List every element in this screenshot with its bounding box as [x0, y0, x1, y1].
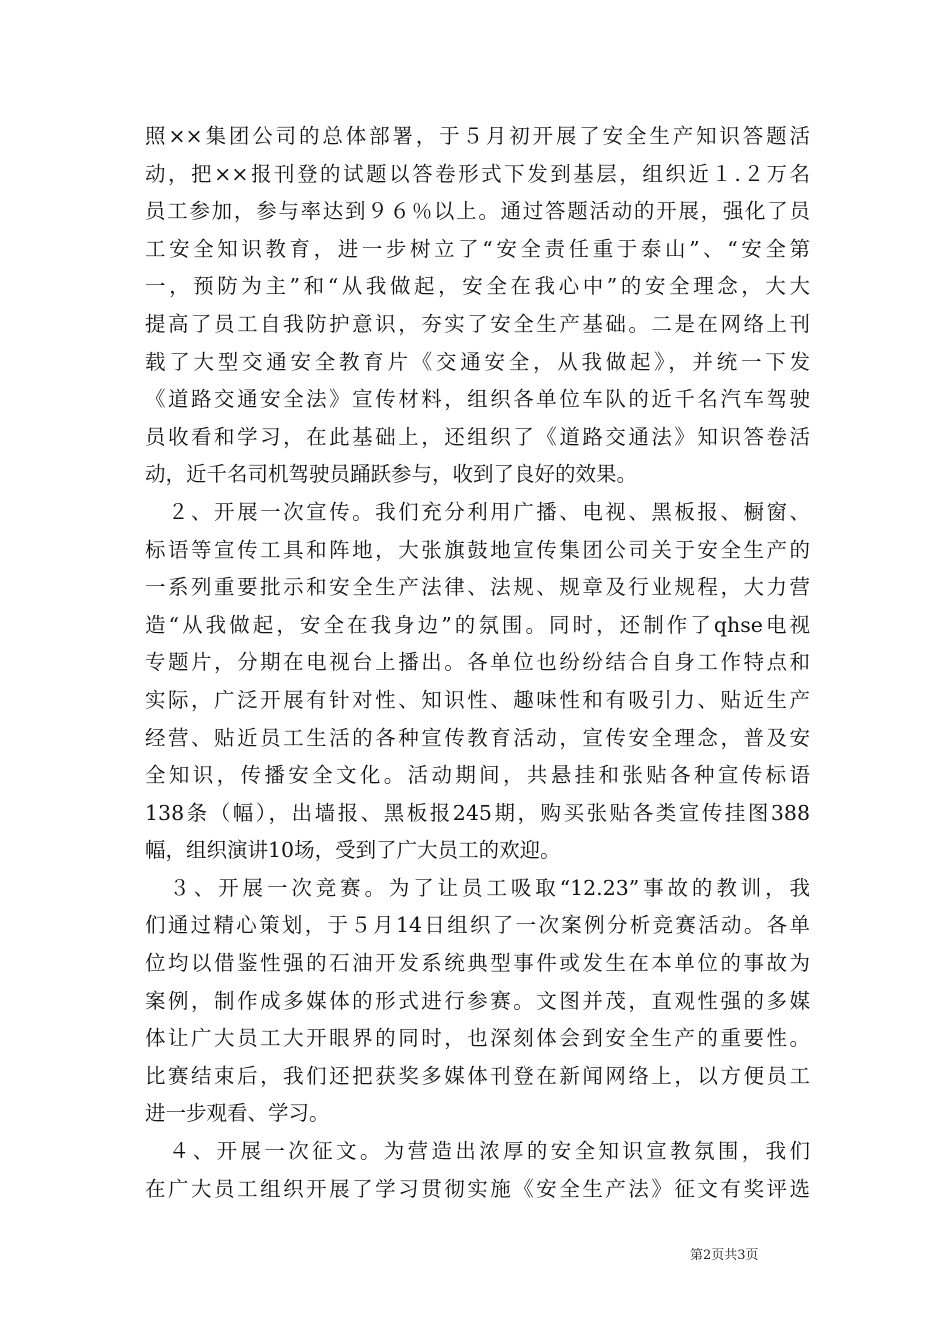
text-line: 动，把××报刊登的试题以答卷形式下发到基层，组织近１.２万名 [145, 161, 810, 186]
text-line: 在广大员工组织开展了学习贯彻实施《安全生产法》征文有奖评选 [145, 1176, 810, 1201]
text-line: 经营、贴近员工生活的各种宣传教育活动，宣传安全理念，普及安 [145, 725, 810, 750]
text-line: 位均以借鉴性强的石油开发系统典型事件或发生在本单位的事故为 [145, 951, 810, 976]
text-line: 员收看和学习，在此基础上，还组织了《道路交通法》知识答卷活 [145, 424, 810, 449]
text-line: 造“从我做起，安全在我身边”的氛围。同时，还制作了qhse电视 [145, 612, 810, 637]
page-number-footer: 第2页共3页 [690, 1248, 759, 1263]
text-line: 照××集团公司的总体部署，于５月初开展了安全生产知识答题活 [145, 124, 810, 148]
text-line: 体让广大员工大开眼界的同时，也深刻体会到安全生产的重要性。 [145, 1026, 810, 1051]
text-line: 比赛结束后，我们还把获奖多媒体刊登在新闻网络上，以方便员工 [145, 1063, 810, 1088]
text-line: 标语等宣传工具和阵地，大张旗鼓地宣传集团公司关于安全生产的 [145, 537, 810, 562]
text-line: 全知识，传播安全文化。活动期间，共悬挂和张贴各种宣传标语 [145, 763, 810, 788]
text-line: 进一步观看、学习。 [145, 1101, 330, 1126]
document-body [145, 118, 810, 1208]
text-line: 载了大型交通安全教育片《交通安全，从我做起》，并统一下发 [145, 349, 810, 374]
text-line: ２、开展一次宣传。我们充分利用广播、电视、黑板报、橱窗、 [145, 499, 810, 524]
text-line: ３、开展一次竞赛。为了让员工吸取“12.23”事故的教训，我 [145, 875, 810, 900]
text-line: 案例，制作成多媒体的形式进行参赛。文图并茂，直观性强的多媒 [145, 988, 810, 1013]
text-line: 工安全知识教育，进一步树立了“安全责任重于泰山”、“安全第 [145, 236, 810, 261]
text-line: 们通过精心策划，于５月14日组织了一次案例分析竞赛活动。各单 [145, 913, 810, 938]
text-line: 动，近千名司机驾驶员踊跃参与，收到了良好的效果。 [145, 462, 637, 487]
text-line: 幅，组织演讲10场，受到了广大员工的欢迎。 [145, 838, 561, 863]
text-line: 138条（幅），出墙报、黑板报245期，购买张贴各类宣传挂图388 [145, 800, 810, 825]
text-line: 员工参加，参与率达到９６％以上。通过答题活动的开展，强化了员 [145, 199, 810, 224]
text-line: 提高了员工自我防护意识，夯实了安全生产基础。二是在网络上刊 [145, 311, 810, 336]
text-line: 实际，广泛开展有针对性、知识性、趣味性和有吸引力、贴近生产 [145, 687, 810, 712]
text-line: 一，预防为主”和“从我做起，安全在我心中”的安全理念，大大 [145, 274, 810, 299]
text-line: 专题片，分期在电视台上播出。各单位也纷纷结合自身工作特点和 [145, 650, 810, 675]
text-line: ４、开展一次征文。为营造出浓厚的安全知识宣教氛围，我们 [145, 1139, 810, 1164]
text-line: 《道路交通安全法》宣传材料，组织各单位车队的近千名汽车驾驶 [145, 387, 810, 412]
text-line: 一系列重要批示和安全生产法律、法规、规章及行业规程，大力营 [145, 575, 810, 600]
